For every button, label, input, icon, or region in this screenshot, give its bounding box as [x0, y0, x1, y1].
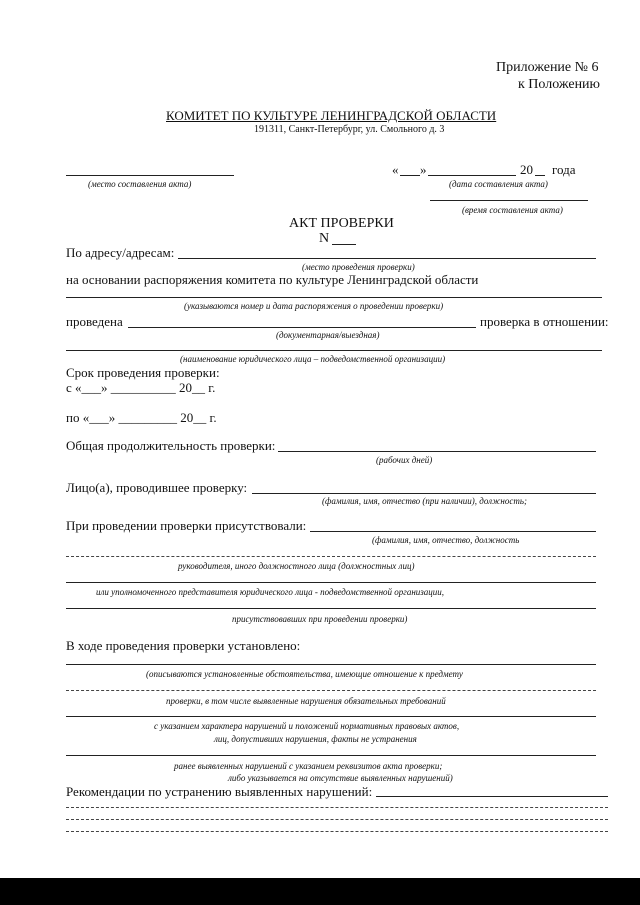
- period-to: по «___» _________ 20__ г.: [66, 410, 217, 425]
- committee-address: 191311, Санкт-Петербург, ул. Смольного д. 3: [254, 124, 445, 135]
- committee-name: КОМИТЕТ ПО КУЛЬТУРЕ ЛЕНИНГРАДСКОЙ ОБЛАСТИ: [166, 108, 497, 123]
- inspector-label: Лицо(а), проводившее проверку:: [66, 480, 248, 495]
- place-line: [66, 175, 234, 176]
- present-line-2: [66, 556, 596, 557]
- time-line: [430, 200, 588, 201]
- established-caption-5: ранее выявленных нарушений с указанием реквизитов акта проверки;: [174, 761, 443, 771]
- established-label: В ходе проведения проверки установлено:: [66, 638, 301, 653]
- recommendations-line-3: [66, 819, 608, 820]
- date-open-quote: «: [392, 162, 399, 177]
- established-line-2: [66, 690, 596, 691]
- established-caption-2: проверки, в том числе выявленные нарушения обязательных требований: [166, 696, 446, 706]
- present-line-3: [66, 582, 596, 583]
- inspector-caption: (фамилия, имя, отчество (при наличии), должность;: [322, 496, 527, 506]
- date-caption: (дата составления акта): [449, 179, 548, 189]
- present-caption-3: или уполномоченного представителя юридического лица - подведомственной организации,: [96, 587, 445, 597]
- address-label: По адресу/адресам:: [66, 245, 175, 260]
- basis-caption: (указываются номер и дата распоряжения о проведении проверки): [184, 301, 444, 311]
- present-caption-2: руководителя, иного должностного лица (должностных лиц): [178, 561, 415, 571]
- basis-text: на основании распоряжения комитета по культуре Ленинградской области: [66, 272, 479, 287]
- time-caption: (время составления акта): [462, 205, 563, 215]
- address-caption: (место проведения проверки): [302, 262, 415, 272]
- date-year-word: года: [552, 162, 576, 177]
- established-line-1: [66, 664, 596, 665]
- established-caption-6: либо указывается на отсутствие выявленных нарушений): [228, 773, 453, 783]
- inspection-regarding-label: проверка в отношении:: [480, 314, 609, 329]
- established-caption-3: с указанием характера нарушений и положений нормативных правовых актов,: [154, 721, 460, 731]
- inspector-line: [252, 493, 596, 494]
- date-year-line: [535, 175, 545, 176]
- period-from: с «___» __________ 20__ г.: [66, 380, 216, 395]
- regulation-label: к Положению: [518, 77, 601, 92]
- date-month-line: [428, 175, 516, 176]
- basis-line: [66, 297, 602, 298]
- established-caption-1: (описываются установленные обстоятельства, имеющие отношение к предмету: [146, 669, 463, 679]
- recommendations-label: Рекомендации по устранению выявленных нарушений:: [66, 784, 373, 799]
- conducted-label: проведена: [66, 314, 123, 329]
- entity-line: [66, 350, 602, 351]
- date-year-prefix: 20: [520, 162, 533, 177]
- duration-line: [278, 451, 596, 452]
- present-caption-4: присутствовавших при проведении проверки): [232, 614, 408, 624]
- date-close-quote: »: [420, 162, 427, 177]
- present-caption-1: (фамилия, имя, отчество, должность: [372, 535, 520, 545]
- entity-caption: (наименование юридического лица – подведомственной организации): [180, 354, 446, 364]
- established-line-3: [66, 716, 596, 717]
- established-caption-4: лиц, допустивших нарушения, факты не устранения: [214, 734, 417, 744]
- recommendations-line-1: [376, 796, 608, 797]
- scan-bottom-edge: [0, 878, 640, 905]
- established-line-4: [66, 755, 596, 756]
- conducted-caption: (документарная/выездная): [276, 330, 380, 340]
- act-number-line: [332, 244, 356, 245]
- period-label: Срок проведения проверки:: [66, 365, 220, 380]
- duration-label: Общая продолжительность проверки:: [66, 438, 276, 453]
- present-line-1: [310, 531, 596, 532]
- date-day-line: [400, 175, 420, 176]
- place-caption: (место составления акта): [88, 179, 192, 189]
- recommendations-line-2: [66, 807, 608, 808]
- duration-caption: (рабочих дней): [376, 455, 433, 465]
- conducted-line: [128, 327, 476, 328]
- present-label: При проведении проверки присутствовали:: [66, 518, 307, 533]
- act-title: АКТ ПРОВЕРКИ: [289, 216, 394, 231]
- present-line-4: [66, 608, 596, 609]
- appendix-label: Приложение № 6: [496, 60, 599, 75]
- act-number-label: N: [319, 231, 330, 246]
- address-line: [178, 258, 596, 259]
- recommendations-line-4: [66, 831, 608, 832]
